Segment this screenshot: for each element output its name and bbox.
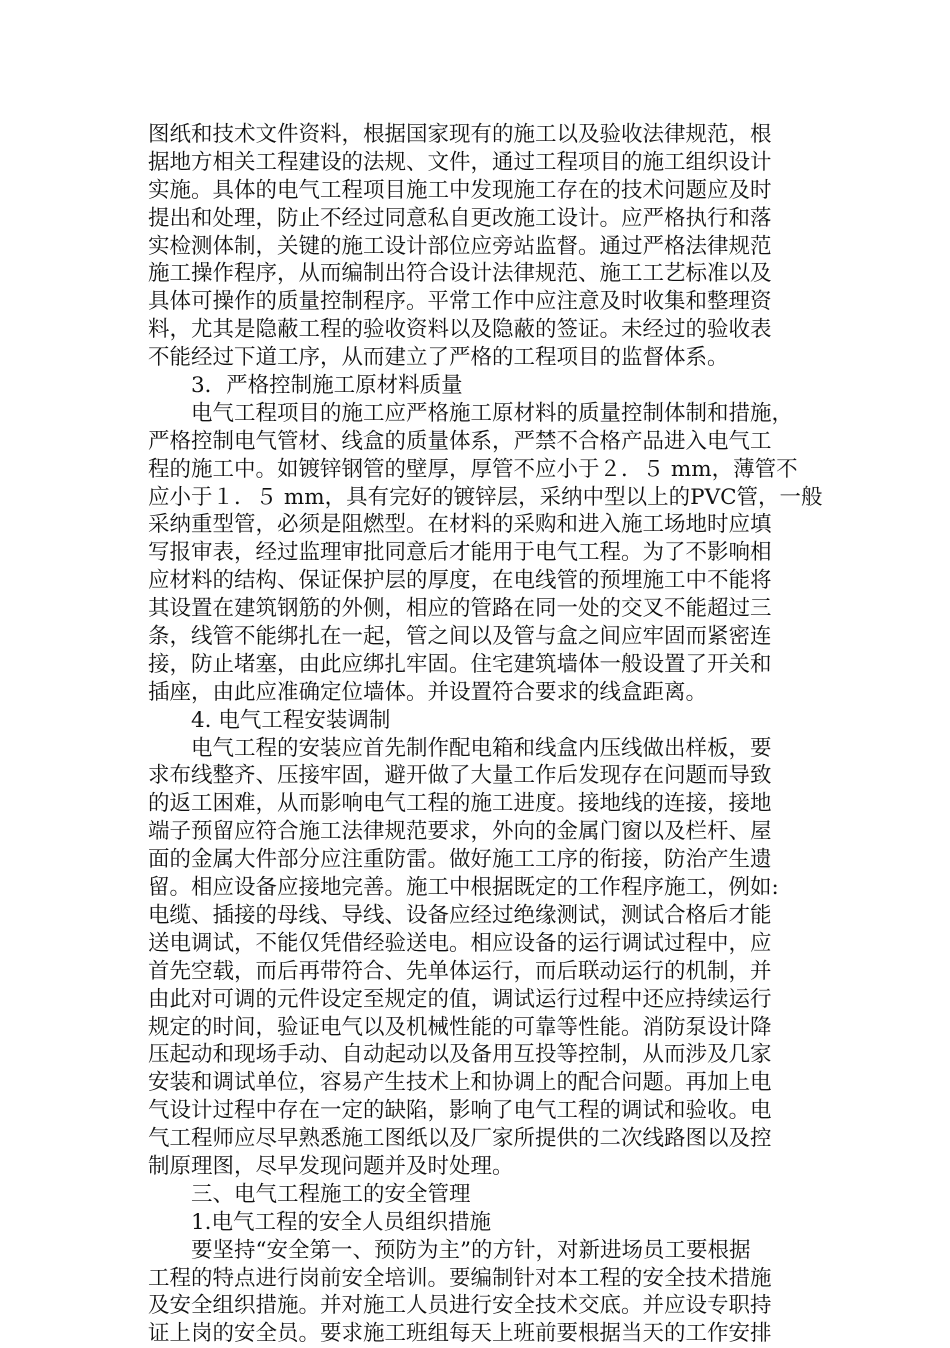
text-line: 条，线管不能绑扎在一起，管之间以及管与盒之间应牢固而紧密连 xyxy=(148,624,772,650)
text-line: 施工操作程序，从而编制出符合设计法律规范、施工工艺标准以及 xyxy=(148,261,772,287)
text-line: 由此对可调的元件设定至规定的值，调试运行过程中还应持续运行 xyxy=(148,986,772,1012)
text-line: 电气工程的安装应首先制作配电箱和线盒内压线做出样板，要 xyxy=(191,735,772,761)
text-line: 据地方相关工程建设的法规、文件，通过工程项目的施工组织设计 xyxy=(148,149,772,175)
text-line: 采纳重型管，必须是阻燃型。在材料的采购和进入施工场地时应填 xyxy=(148,512,772,538)
text-line: 接，防止堵塞，由此应绑扎牢固。住宅建筑墙体一般设置了开关和 xyxy=(148,651,772,677)
text-line: 证上岗的安全员。要求施工班组每天上班前要根据当天的工作安排 xyxy=(148,1321,772,1347)
text-line: 写报审表，经过监理审批同意后才能用于电气工程。为了不影响相 xyxy=(148,540,772,566)
text-line: 首先空载，而后再带符合、先单体运行，而后联动运行的机制，并 xyxy=(148,958,772,984)
text-line: 其设置在建筑钢筋的外侧，相应的管路在同一处的交叉不能超过三 xyxy=(148,596,772,622)
text-line: 料，尤其是隐蔽工程的验收资料以及隐蔽的签证。未经过的验收表 xyxy=(148,317,772,343)
text-line: 电缆、插接的母线、导线、设备应经过绝缘测试，测试合格后才能 xyxy=(148,902,772,928)
text-line: 程的施工中。如镀锌钢管的壁厚，厚管不应小于２．５ mm，薄管不 xyxy=(148,456,798,482)
text-line: 实检测体制，关键的施工设计部位应旁站监督。通过严格法律规范 xyxy=(148,233,772,259)
text-line: 的返工困难，从而影响电气工程的施工进度。接地线的连接，接地 xyxy=(148,791,772,817)
text-line: 工程的特点进行岗前安全培训。要编制针对本工程的安全技术措施 xyxy=(148,1265,772,1291)
text-line: 及安全组织措施。并对施工人员进行安全技术交底。并应设专职持 xyxy=(148,1293,772,1319)
text-line: 要坚持“安全第一、预防为主”的方针，对新进场员工要根据 xyxy=(191,1237,751,1263)
text-line: 气设计过程中存在一定的缺陷，影响了电气工程的调试和验收。电 xyxy=(148,1098,772,1124)
text-line: 具体可操作的质量控制程序。平常工作中应注意及时收集和整理资 xyxy=(148,289,772,315)
text-line: 气工程师应尽早熟悉施工图纸以及厂家所提供的二次线路图以及控 xyxy=(148,1126,772,1152)
text-line: 插座，由此应准确定位墙体。并设置符合要求的线盒距离。 xyxy=(148,679,708,705)
text-line: 安装和调试单位，容易产生技术上和协调上的配合问题。再加上电 xyxy=(148,1070,772,1096)
text-line: 实施。具体的电气工程项目施工中发现施工存在的技术问题应及时 xyxy=(148,177,772,203)
text-line: 留。相应设备应接地完善。施工中根据既定的工作程序施工，例如: xyxy=(148,875,779,901)
text-line: 提出和处理，防止不经过同意私自更改施工设计。应严格执行和落 xyxy=(148,205,772,231)
text-line: 电气工程项目的施工应严格施工原材料的质量控制体制和措施， xyxy=(191,400,794,426)
text-line: 压起动和现场手动、自动起动以及备用互投等控制，从而涉及几家 xyxy=(148,1042,772,1068)
text-line: 1.电气工程的安全人员组织措施 xyxy=(191,1209,492,1235)
text-line: 图纸和技术文件资料，根据国家现有的施工以及验收法律规范，根 xyxy=(148,122,772,147)
text-line: 求布线整齐、压接牢固，避开做了大量工作后发现存在问题而导致 xyxy=(148,763,772,789)
text-line: 严格控制电气管材、线盒的质量体系，严禁不合格产品进入电气工 xyxy=(148,428,772,454)
text-line: 规定的时间，验证电气以及机械性能的可靠等性能。消防泵设计降 xyxy=(148,1014,772,1040)
text-line: 端子预留应符合施工法律规范要求，外向的金属门窗以及栏杆、屋 xyxy=(148,819,772,845)
text-line: 应材料的结构、保证保护层的厚度，在电线管的预埋施工中不能将 xyxy=(148,568,772,594)
text-line: 三、电气工程施工的安全管理 xyxy=(191,1181,471,1207)
text-line: 送电调试，不能仅凭借经验送电。相应设备的运行调试过程中，应 xyxy=(148,930,772,956)
text-line: 4. 电气工程安装调制 xyxy=(191,707,391,733)
text-line: 面的金属大件部分应注重防雷。做好施工工序的衔接，防治产生遗 xyxy=(148,847,772,873)
text-line: 应小于１．５ mm，具有完好的镀锌层，采纳中型以上的PVC管，一般 xyxy=(148,484,823,510)
document-page xyxy=(148,121,823,1348)
text-line: 不能经过下道工序，从而建立了严格的工程项目的监督体系。 xyxy=(148,345,729,371)
text-line: 3．严格控制施工原材料质量 xyxy=(191,373,463,399)
text-line: 制原理图，尽早发现问题并及时处理。 xyxy=(148,1153,514,1179)
